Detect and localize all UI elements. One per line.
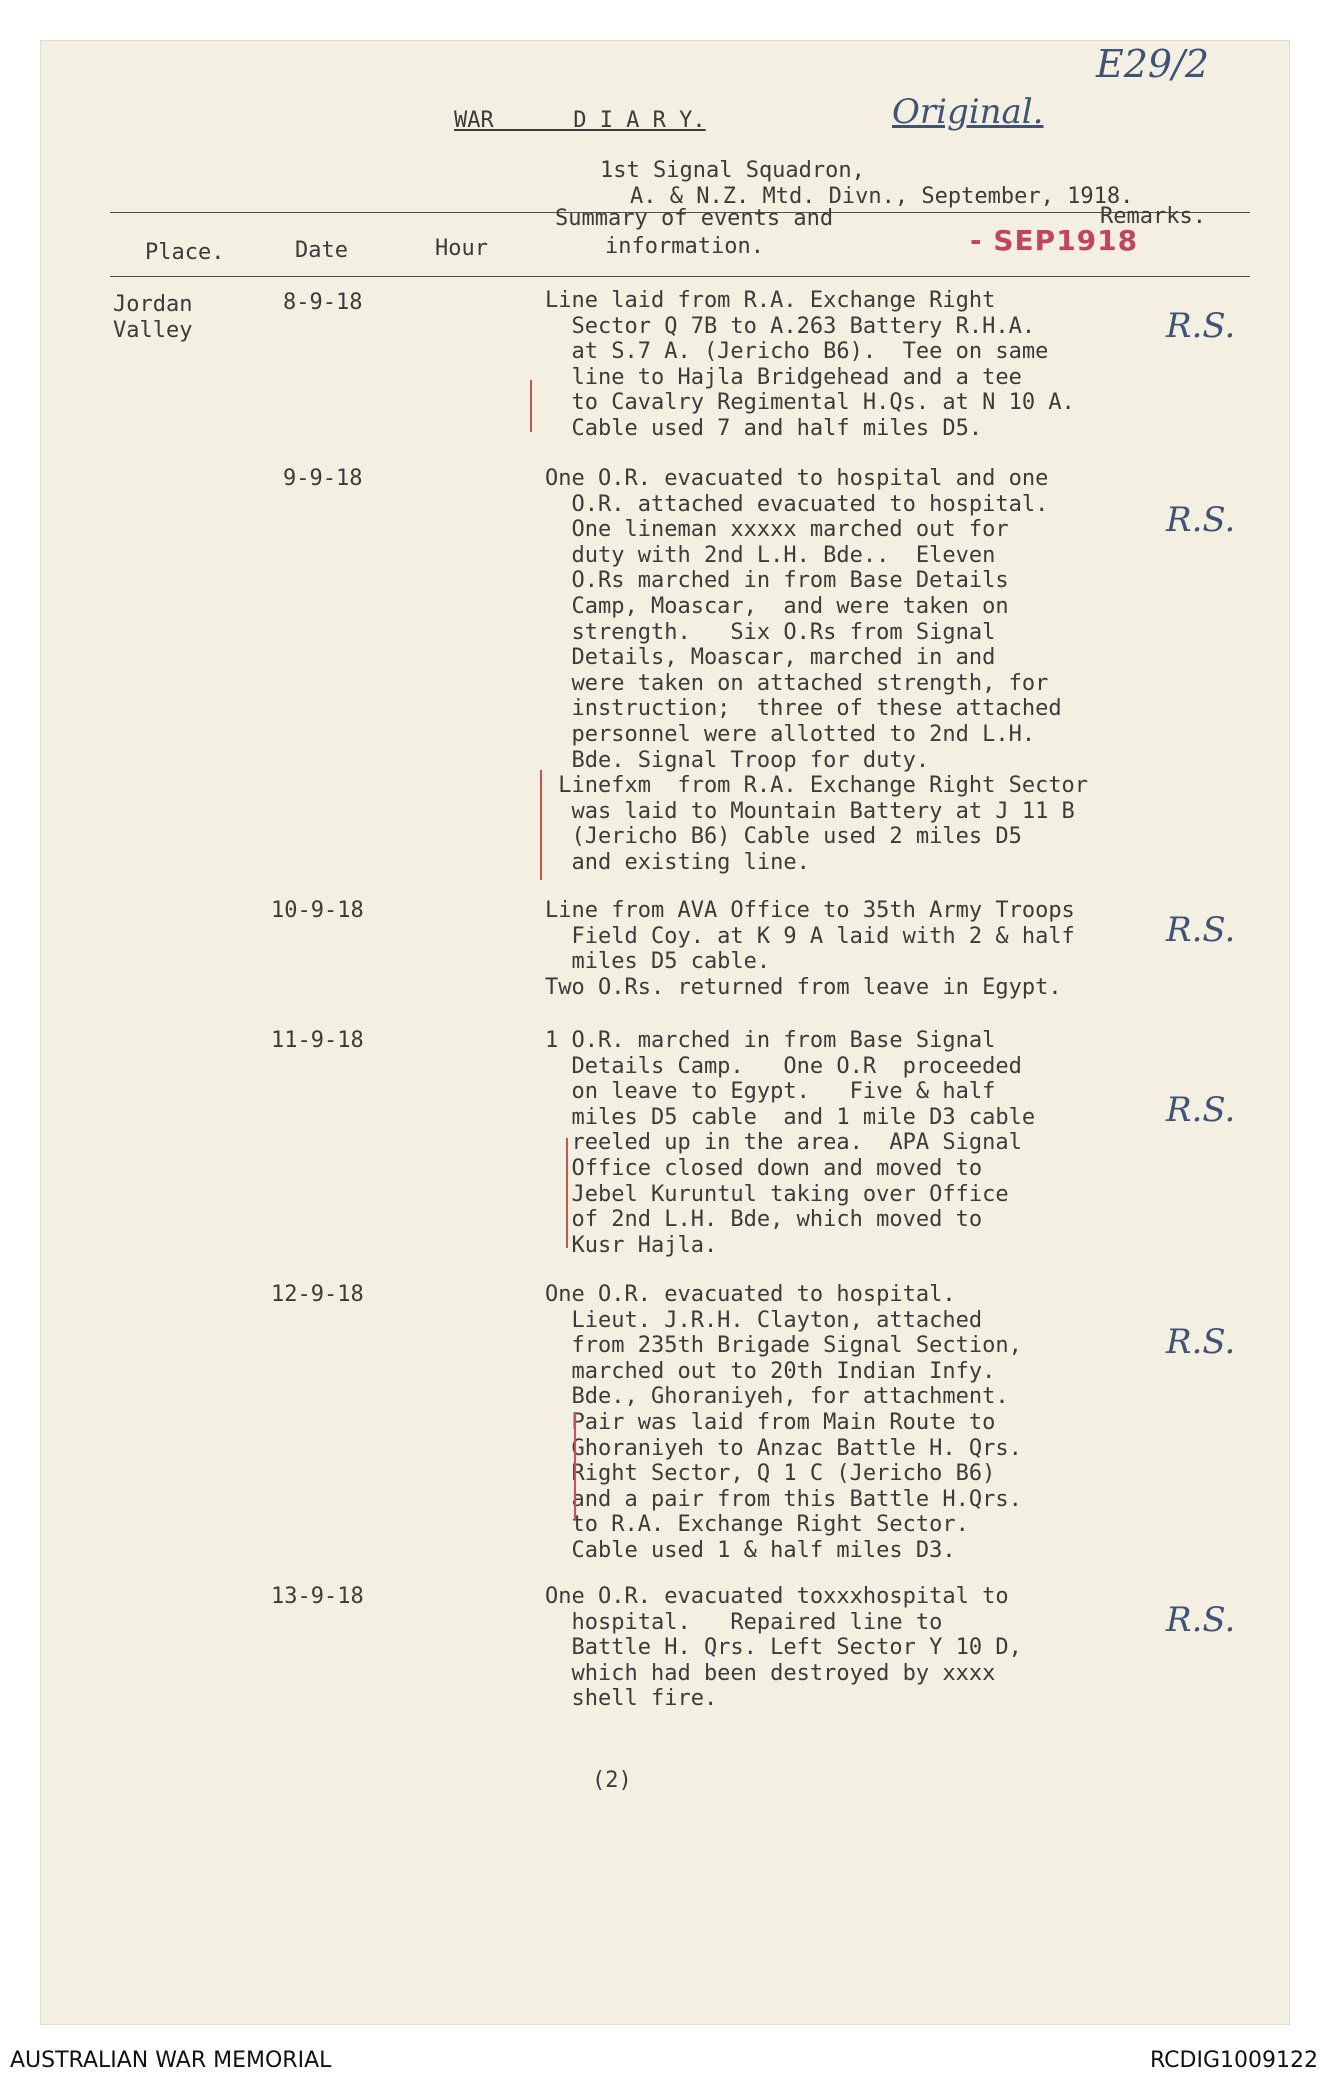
entry-text-line: Cable used 1 & half miles D3. <box>545 1538 956 1563</box>
entry-text-line: Details Camp. One O.R proceeded <box>545 1053 1022 1079</box>
remarks-initials: R.S. <box>1166 1322 1236 1362</box>
column-date: Date <box>295 238 348 263</box>
entry-text-line: Right Sector, Q 1 C (Jericho B6) <box>545 1461 996 1487</box>
original-handwritten-note: Original. <box>892 92 1044 132</box>
entry-text-line: miles D5 cable and 1 mile D3 cable <box>545 1104 1036 1130</box>
remarks-initials: R.S. <box>1166 1090 1236 1130</box>
entry-text-line: reeled up in the area. APA Signal <box>545 1130 1022 1156</box>
entry-text-line: Bde., Ghoraniyeh, for attachment. <box>545 1384 1009 1410</box>
diary-heading: WAR D I A R Y. <box>454 108 706 133</box>
entry-text-line: Office closed down and moved to <box>545 1156 983 1181</box>
entry-date: 9-9-18 <box>283 466 363 491</box>
entry-text-line: to Cavalry Regimental H.Qs. at N 10 A. <box>545 390 1075 416</box>
entry-text-line: One O.R. evacuated toxxxhospital to <box>545 1584 1009 1609</box>
entry-text-line: on leave to Egypt. Five & half <box>545 1079 996 1105</box>
entry-text-line: Two O.Rs. returned from leave in Egypt. <box>545 974 1062 1000</box>
footer-left: AUSTRALIAN WAR MEMORIAL <box>10 2048 332 2073</box>
entry-text-line: instruction; three of these attached <box>545 696 1062 722</box>
unit-line-2: A. & N.Z. Mtd. Divn., September, 1918. <box>630 184 1134 209</box>
entry-text-line: Camp, Moascar, and were taken on <box>545 594 1009 619</box>
file-number-handwritten: E29/2 <box>1096 42 1210 86</box>
entry-text-line: Sector Q 7B to A.263 Battery R.H.A. <box>545 313 1036 339</box>
remarks-initials: R.S. <box>1166 306 1236 346</box>
entry-text-line: marched out to 20th Indian Infy. <box>545 1358 996 1384</box>
red-margin-mark <box>574 1412 576 1520</box>
entry-text-line: Battle H. Qrs. Left Sector Y 10 D, <box>545 1635 1022 1661</box>
entry-date: 8-9-18 <box>283 290 363 315</box>
entry-text-line: which had been destroyed by xxxx <box>545 1660 996 1686</box>
entry-text-line: Details, Moascar, marched in and <box>545 645 996 671</box>
entry-text-line: was laid to Mountain Battery at J 11 B <box>545 798 1075 824</box>
place-valley: Valley <box>113 318 193 343</box>
entry-text-line: strength. Six O.Rs from Signal <box>545 619 996 645</box>
unit-line-1: 1st Signal Squadron, <box>600 158 865 183</box>
entry-text-line: Lieut. J.R.H. Clayton, attached <box>545 1307 983 1333</box>
column-hour: Hour <box>435 236 488 261</box>
entry-text-line: of 2nd L.H. Bde, which moved to <box>545 1207 983 1233</box>
red-margin-mark <box>566 1138 568 1248</box>
red-margin-mark <box>540 770 542 880</box>
entry-text-line: Field Coy. at K 9 A laid with 2 & half <box>545 923 1075 949</box>
header-bottom-rule <box>110 276 1250 277</box>
entry-text-line: were taken on attached strength, for <box>545 670 1049 696</box>
entry-text-line: shell fire. <box>545 1686 718 1712</box>
entry-text-line: Pair was laid from Main Route to <box>545 1410 996 1435</box>
stamp-text: SEP1918 <box>993 224 1139 257</box>
entry-text-line: personnel were allotted to 2nd L.H. <box>545 722 1036 747</box>
entry-text-line: One O.R. evacuated to hospital and one <box>545 466 1049 491</box>
entry-text-line: Cable used 7 and half miles D5. <box>545 416 983 441</box>
entry-date: 10-9-18 <box>271 898 364 923</box>
entry-text-line: duty with 2nd L.H. Bde.. Eleven <box>545 542 996 568</box>
column-remarks: Remarks. <box>1100 204 1206 229</box>
entry-text-line: Linefxm from R.A. Exchange Right Sector <box>545 773 1089 799</box>
entry-text-line: Line laid from R.A. Exchange Right <box>545 288 996 313</box>
entry-text-line: (Jericho B6) Cable used 2 miles D5 <box>545 824 1022 850</box>
remarks-initials: R.S. <box>1166 910 1236 950</box>
entry-text-line: line to Hajla Bridgehead and a tee <box>545 364 1022 390</box>
remarks-initials: R.S. <box>1166 1600 1236 1640</box>
entry-text-line: Kusr Hajla. <box>545 1232 718 1258</box>
remarks-initials: R.S. <box>1166 500 1236 540</box>
footer-right: RCDIG1009122 <box>1149 2048 1318 2073</box>
entry-text-line: Bde. Signal Troop for duty. <box>545 747 930 773</box>
entry-text-line: and existing line. <box>545 850 810 875</box>
entry-text-line: O.Rs marched in from Base Details <box>545 568 1009 594</box>
archive-footer <box>0 2030 1326 2082</box>
entry-text-line: and a pair from this Battle H.Qrs. <box>545 1486 1022 1512</box>
entry-text-line: O.R. attached evacuated to hospital. <box>545 491 1049 517</box>
entry-text-line: miles D5 cable. <box>545 949 771 975</box>
page-number: (2) <box>592 1768 632 1793</box>
date-received-stamp: - SEP1918 <box>970 224 1139 257</box>
entry-text-line: One lineman xxxxx marched out for <box>545 517 1009 543</box>
entry-text-line: hospital. Repaired line to <box>545 1609 943 1635</box>
entry-text-line: One O.R. evacuated to hospital. <box>545 1282 956 1307</box>
entry-text-line: Line from AVA Office to 35th Army Troops <box>545 898 1075 923</box>
column-place: Place. <box>145 240 225 265</box>
entry-date: 12-9-18 <box>271 1282 364 1307</box>
entry-text-line: Ghoraniyeh to Anzac Battle H. Qrs. <box>545 1435 1022 1461</box>
entry-text-line: 1 O.R. marched in from Base Signal <box>545 1028 996 1053</box>
column-summary-2: information. <box>605 234 764 259</box>
entry-date: 11-9-18 <box>271 1028 364 1053</box>
entry-text-line: to R.A. Exchange Right Sector. <box>545 1512 969 1538</box>
entry-text-line: at S.7 A. (Jericho B6). Tee on same <box>545 339 1049 365</box>
entry-date: 13-9-18 <box>271 1584 364 1609</box>
entry-text-line: Jebel Kuruntul taking over Office <box>545 1181 1009 1207</box>
place-jordan: Jordan <box>113 292 193 317</box>
entry-text-line: from 235th Brigade Signal Section, <box>545 1333 1022 1359</box>
red-margin-mark <box>530 380 532 432</box>
column-summary-1: Summary of events and <box>555 206 834 231</box>
